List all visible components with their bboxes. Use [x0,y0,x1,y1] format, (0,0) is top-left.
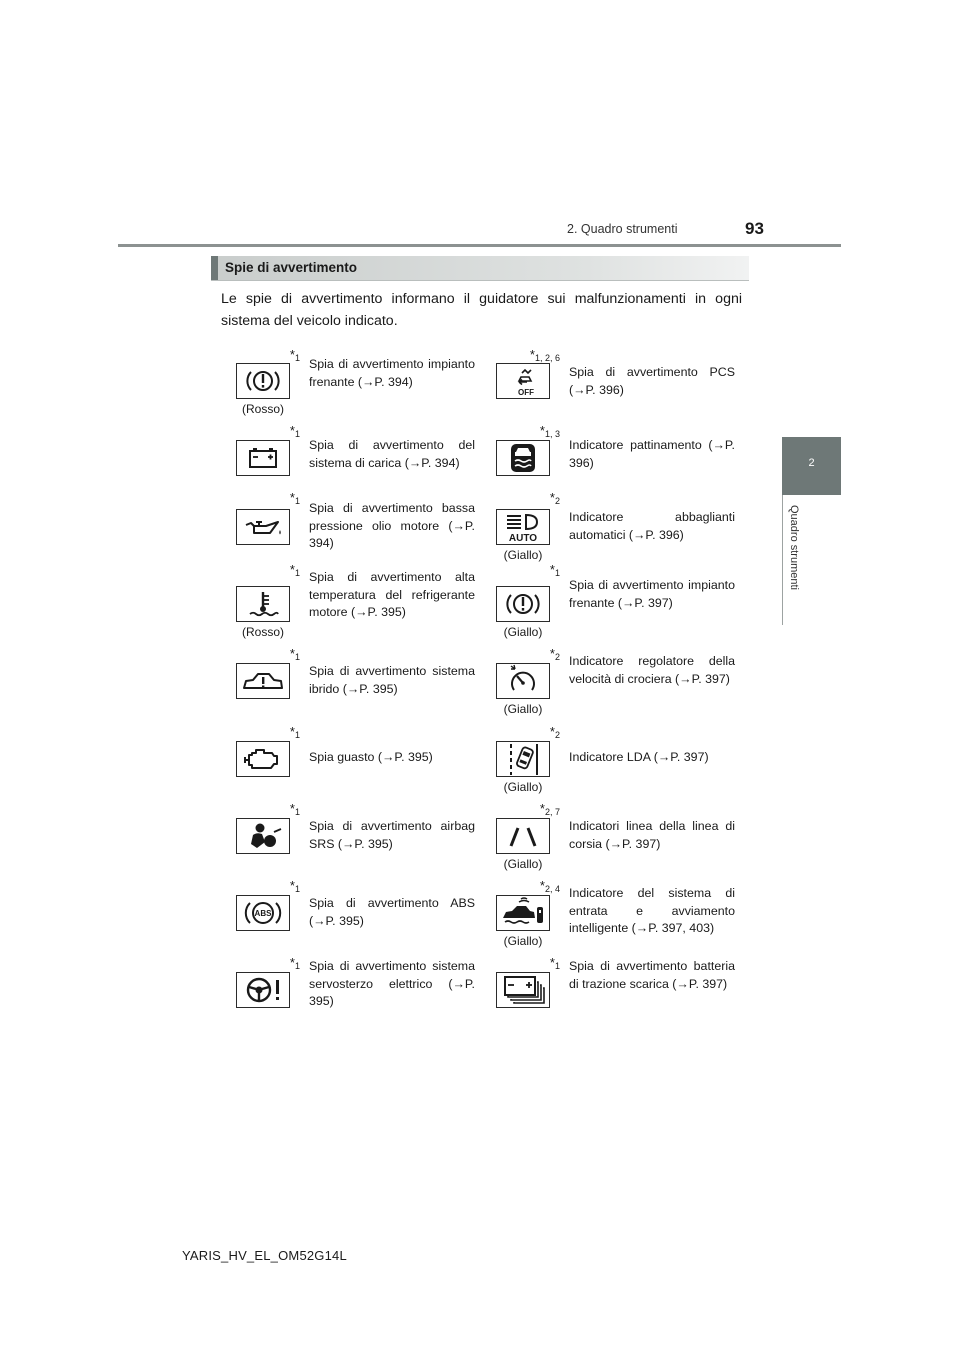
abs-icon [236,895,290,931]
lda-icon [496,741,550,777]
color-label: (Giallo) [503,934,543,948]
footnote-mark: $*_1$ [289,562,300,578]
entry-description: Spia guasto (→P. 395) [309,750,433,764]
slip-indicator-icon [496,440,550,476]
brake-warning-icon [496,586,550,622]
side-tab-number: 2 [808,457,815,469]
footnote-mark: $*_1$ [289,490,300,506]
color-label: (Giallo) [503,548,543,562]
svg-text:ABS: ABS [254,909,272,918]
footnote-mark: $*_1$ [549,955,560,971]
color-label: (Giallo) [503,625,543,639]
footnote-mark: $*_{1, 3}$ [539,423,560,439]
svg-text:AUTO: AUTO [508,533,538,544]
entry-description: Spia di avvertimento airbag SRS (→P. 395) [309,819,475,851]
footnote-mark: $*_1$ [289,646,300,662]
footnote-mark: $*_1$ [289,878,300,894]
airbag-icon [236,818,290,854]
entry-description: Indicatore pattinamento (→P. 396) [569,438,735,470]
entry-description: Spia di avvertimento sistema ibrido (→P. 395) [309,664,475,696]
entry-description: Spia di avvertimento impianto frenante (→P. 397) [569,578,735,610]
smart-entry-icon [496,895,550,931]
color-label: (Giallo) [503,702,543,716]
footnote-mark: $*_2$ [549,724,560,740]
traction-battery-icon [496,972,550,1008]
side-tab-title: Quadro strumenti [788,505,800,590]
entry-description: Spia di avvertimento sistema servosterzo elettrico (→P. 395) [309,959,475,1008]
footnote-mark: $*_1$ [289,347,300,363]
entry-description: Spia di avvertimento impianto frenante (→P. 394) [309,357,475,389]
section-header [211,256,749,280]
footnote-mark: $*_{1, 2, 6}$ [529,347,560,363]
section-rule [211,280,749,281]
entry-description: Indicatori linea della linea di corsia (→P. 397) [569,819,735,851]
entry-description: Spia di avvertimento ABS (→P. 395) [309,896,475,928]
entry-description: Spia di avvertimento PCS (→P. 396) [569,365,735,397]
color-label: (Giallo) [503,857,543,871]
chapter-title: 2. Quadro strumenti [567,222,678,236]
header-rule [118,244,841,247]
footnote-mark: $*_2$ [549,646,560,662]
footnote-mark: $*_1$ [289,801,300,817]
footnote-mark: $*_1$ [289,423,300,439]
oil-pressure-icon [236,509,290,545]
coolant-temperature-icon [236,586,290,622]
entry-description: Spia di avvertimento batteria di trazione scarica (→P. 397) [569,959,735,991]
footnote-mark: $*_{2, 7}$ [539,801,560,817]
pcs-off-icon [496,363,550,399]
entry-description: Spia di avvertimento alta temperatura del refrigerante motore (→P. 395) [309,570,475,619]
entry-description: Indicatore abbaglianti automatici (→P. 396) [569,510,735,542]
power-steering-icon [236,972,290,1008]
page-number: 93 [745,219,764,238]
entry-description: Indicatore regolatore della velocità di crociera (→P. 397) [569,654,735,686]
document-code: YARIS_HV_EL_OM52G14L [182,1248,347,1263]
footnote-mark: $*_1$ [549,562,560,578]
lane-lines-icon [496,818,550,854]
side-tab [782,437,841,495]
entry-description: Spia di avvertimento bassa pressione olio motore (→P. 394) [309,501,475,550]
auto-high-beam-icon [496,509,550,545]
check-engine-icon [236,741,290,777]
section-intro: Le spie di avvertimento informano il guidatore sui malfunzionamenti in ogni sistema del veicolo indicato. [221,291,742,329]
footnote-mark: $*_{2, 4}$ [539,878,560,894]
entry-description: Spia di avvertimento del sistema di carica (→P. 394) [309,438,475,470]
svg-text:OFF: OFF [518,388,534,397]
color-label: (Rosso) [241,625,284,639]
color-label: (Giallo) [503,780,543,794]
color-label: (Rosso) [241,402,284,416]
entry-description: Indicatore LDA (→P. 397) [569,750,709,764]
brake-warning-icon [236,363,290,399]
footnote-mark: $*_1$ [289,724,300,740]
battery-charge-icon [236,440,290,476]
entry-description: Indicatore del sistema di entrata e avviamento intelligente (→P. 397, 403) [569,886,735,935]
footnote-mark: $*_2$ [549,490,560,506]
section-title: Spie di avvertimento [225,260,358,275]
footnote-mark: $*_1$ [289,955,300,971]
hybrid-system-warning-icon [236,663,290,699]
cruise-control-icon [496,663,550,699]
